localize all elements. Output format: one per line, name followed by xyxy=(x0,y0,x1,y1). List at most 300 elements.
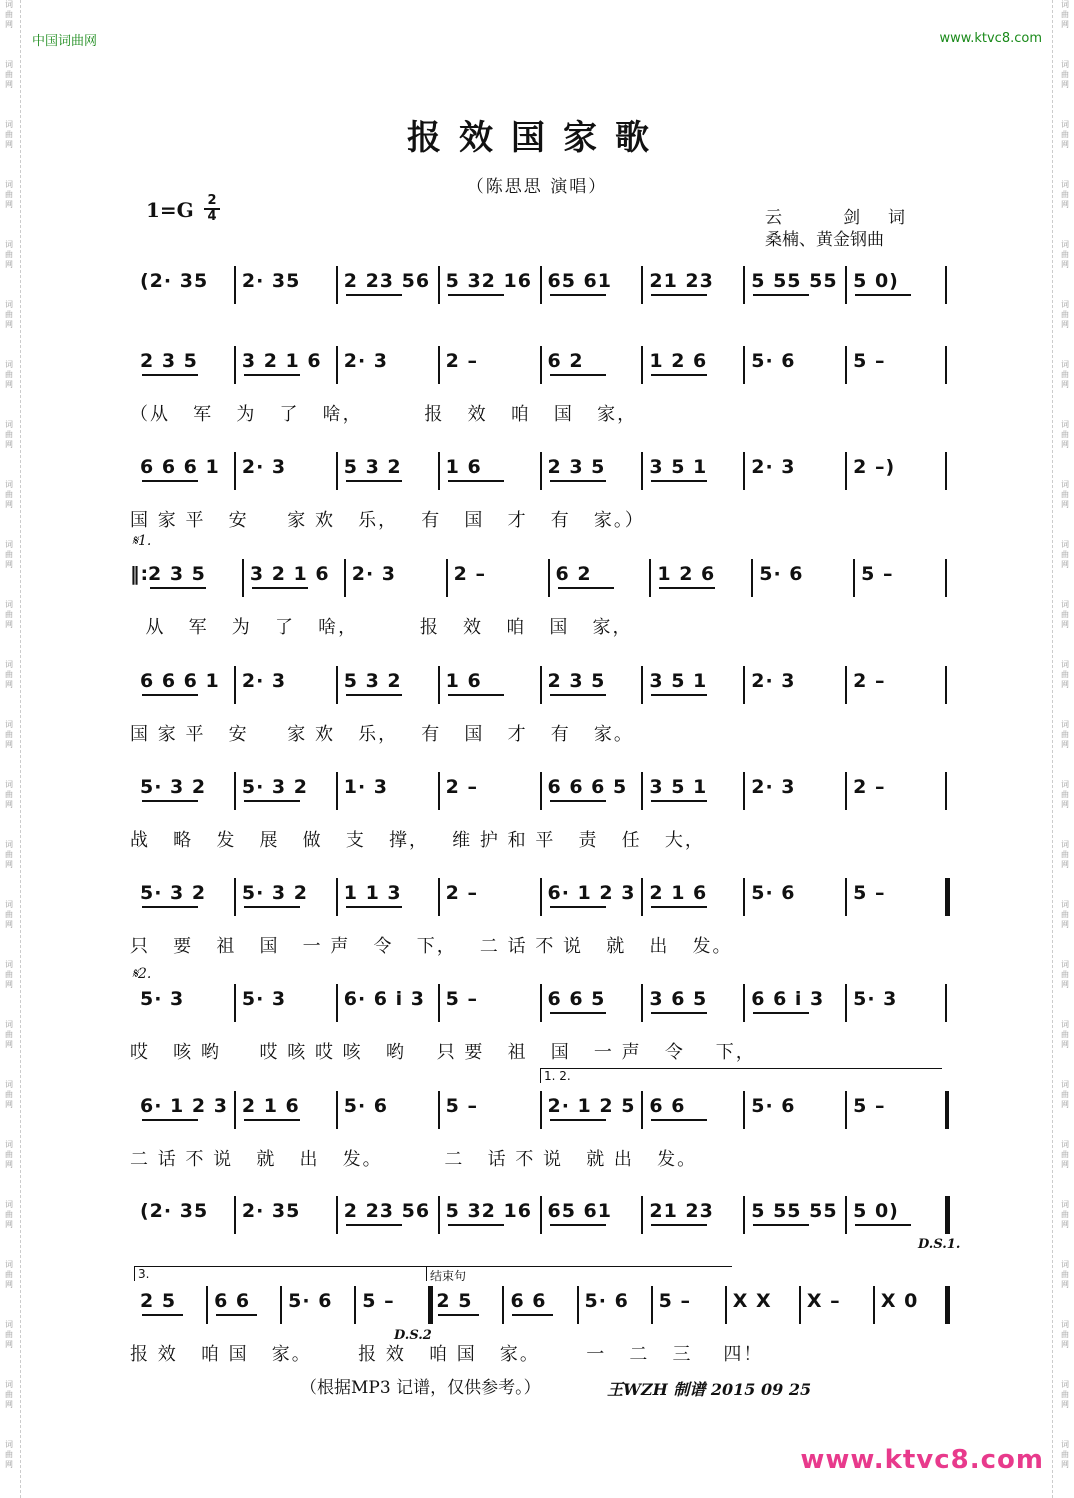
bar-line xyxy=(336,452,338,490)
measure-notes: 2 3 5 xyxy=(547,670,606,692)
side-watermark-text: 词 曲 网 xyxy=(5,1320,13,1349)
bar-line xyxy=(234,346,236,384)
bar-line xyxy=(234,266,236,304)
side-watermark-text: 词 曲 网 xyxy=(1061,240,1069,269)
side-watermark-text: 词 曲 网 xyxy=(5,180,13,209)
lyrics-line: 从 军 为 了 啥， 报 效 咱 国 家， xyxy=(130,617,633,638)
side-watermark-text: 词 曲 网 xyxy=(1061,780,1069,809)
bar-line xyxy=(873,1286,875,1324)
beam-line xyxy=(142,374,198,376)
beam-line xyxy=(150,587,206,589)
measure-notes: 1 6 xyxy=(445,670,482,692)
bar-line xyxy=(799,1286,801,1324)
measure-notes: 3 2 1 6 xyxy=(241,350,322,372)
measure-notes: 2 – xyxy=(445,882,478,904)
bar-line xyxy=(743,772,745,810)
beam-line xyxy=(142,480,198,482)
bar-line xyxy=(540,772,542,810)
measure-notes: 21 23 xyxy=(649,270,714,292)
side-watermark-text: 词 曲 网 xyxy=(1061,660,1069,689)
beam-line xyxy=(651,1119,707,1121)
beam-line xyxy=(855,294,911,296)
measure-notes: (2· 35 xyxy=(140,1200,209,1222)
side-watermark-text: 词 曲 网 xyxy=(5,660,13,689)
bar-line xyxy=(344,559,346,597)
bar-line xyxy=(641,346,643,384)
measure-notes: 6 2 xyxy=(547,350,584,372)
beam-line xyxy=(651,1224,707,1226)
beam-line xyxy=(244,906,300,908)
measure-notes: 6· 6 i 3 xyxy=(343,988,425,1010)
side-watermark-text: 词 曲 网 xyxy=(1061,540,1069,569)
beam-line xyxy=(651,1012,707,1014)
lyrics-line: 只 要 祖 国 一 声 令 下， 二 话 不 说 就 出 发。 xyxy=(130,936,733,957)
measure-notes: 5· 3 2 xyxy=(241,882,308,904)
bar-line xyxy=(234,878,236,916)
bar-line xyxy=(945,772,947,810)
bar-line xyxy=(234,452,236,490)
bar-line xyxy=(743,346,745,384)
beam-line xyxy=(448,1224,504,1226)
measure-notes: 5 0) xyxy=(853,1200,899,1222)
bar-line xyxy=(649,559,651,597)
beam-line xyxy=(550,1119,606,1121)
measure-notes: 6· 1 2 3 xyxy=(140,1095,228,1117)
beam-line xyxy=(550,480,606,482)
measure-notes: 5· 3 xyxy=(241,988,287,1010)
beam-line xyxy=(244,374,300,376)
measure-notes: 5 – xyxy=(861,563,894,585)
beam-line xyxy=(651,374,707,376)
bar-line xyxy=(502,1286,504,1324)
bar-line xyxy=(743,666,745,704)
beam-line xyxy=(346,1224,402,1226)
bar-line xyxy=(845,346,847,384)
side-watermark-text: 词 曲 网 xyxy=(5,1140,13,1169)
bar-line xyxy=(641,878,643,916)
measure-notes: 2 – xyxy=(853,776,886,798)
beam-line xyxy=(550,1012,606,1014)
beam-line xyxy=(651,294,707,296)
bar-line xyxy=(845,772,847,810)
measure-notes: 5· 6 xyxy=(751,882,796,904)
beam-line xyxy=(142,1314,183,1316)
staff-row xyxy=(130,1282,950,1334)
beam-line xyxy=(855,1224,911,1226)
bar-line xyxy=(540,266,542,304)
side-watermark-text: 词 曲 网 xyxy=(5,300,13,329)
measure-notes: 6 2 xyxy=(555,563,592,585)
measure-notes: 2 – xyxy=(853,670,886,692)
measure-notes: 1· 3 xyxy=(343,776,389,798)
beam-line xyxy=(753,294,809,296)
bar-line xyxy=(428,1286,433,1324)
side-watermark-text: 词 曲 网 xyxy=(5,600,13,629)
lyrics-line: 国 家 平 安 家 欢 乐， 有 国 才 有 家。 xyxy=(130,724,634,745)
bar-line xyxy=(743,984,745,1022)
bar-line xyxy=(540,666,542,704)
beam-line xyxy=(753,1224,809,1226)
bar-line xyxy=(945,266,947,304)
measure-notes: 5 – xyxy=(853,1095,886,1117)
lyrics-line: 国 家 平 安 家 欢 乐， 有 国 才 有 家。） xyxy=(130,510,645,531)
measure-notes: 5· 3 2 xyxy=(140,776,207,798)
bar-line xyxy=(743,878,745,916)
measure-notes: 3 5 1 xyxy=(649,776,708,798)
side-watermark-text: 词 曲 网 xyxy=(5,60,13,89)
bar-line xyxy=(945,1091,949,1129)
bar-line xyxy=(446,559,448,597)
measure-notes: 21 23 xyxy=(649,1200,714,1222)
measure-notes: 2· 3 xyxy=(241,456,287,478)
side-watermark-text: 词 曲 网 xyxy=(5,240,13,269)
bar-line xyxy=(945,984,947,1022)
measure-notes: 2 1 6 xyxy=(241,1095,300,1117)
beam-line xyxy=(346,294,402,296)
beam-line xyxy=(558,587,614,589)
measure-notes: 2· 3 xyxy=(751,670,796,692)
performer: （陈思思 演唱） xyxy=(466,177,608,197)
right-border-line xyxy=(1052,0,1053,1498)
beam-line xyxy=(550,694,606,696)
side-watermark-text: 词 曲 网 xyxy=(1061,900,1069,929)
measure-notes: 2 – xyxy=(445,350,478,372)
measure-notes: 6 6 6 5 xyxy=(547,776,628,798)
measure-notes: 2· 3 xyxy=(351,563,397,585)
measure-notes: 6· 1 2 3 xyxy=(547,882,636,904)
measure-notes: 5· 6 xyxy=(759,563,804,585)
measure-notes: 2· 3 xyxy=(751,456,796,478)
measure-notes: 2 5 xyxy=(436,1290,473,1312)
staff-row xyxy=(130,1192,950,1244)
bar-line xyxy=(945,878,950,916)
side-watermark-text: 词 曲 网 xyxy=(5,900,13,929)
measure-notes: 6 6 xyxy=(214,1290,251,1312)
measure-notes: 2· 35 xyxy=(241,1200,301,1222)
measure-notes: 5 – xyxy=(658,1290,691,1312)
bar-line xyxy=(438,1196,440,1234)
bar-line xyxy=(641,266,643,304)
side-watermark-text: 词 曲 网 xyxy=(1061,300,1069,329)
bar-line xyxy=(540,346,542,384)
measure-notes: 5 55 55 xyxy=(751,270,838,292)
measure-notes: 6 6 xyxy=(510,1290,547,1312)
footer-note: （根据MP3 记谱，仅供参考。） xyxy=(300,1378,541,1398)
bar-line xyxy=(336,666,338,704)
side-watermark-text: 词 曲 网 xyxy=(1061,1140,1069,1169)
lyrics-line: 报 效 咱 国 家。 报 效 咱 国 家。 一 二 三 四！ xyxy=(130,1344,764,1365)
measure-notes: 65 61 xyxy=(547,270,612,292)
bar-line xyxy=(540,878,542,916)
bar-line xyxy=(845,1091,847,1129)
side-watermark-text: 词 曲 网 xyxy=(1061,0,1069,29)
side-watermark-text: 词 曲 网 xyxy=(5,540,13,569)
side-watermark-text: 词 曲 网 xyxy=(5,720,13,749)
beam-line xyxy=(550,374,606,376)
measure-notes: 5· 3 xyxy=(140,988,185,1010)
measure-notes: 2· 3 xyxy=(343,350,389,372)
bar-line xyxy=(945,559,947,597)
beam-line xyxy=(512,1314,553,1316)
beam-line xyxy=(550,800,606,802)
lyrics-line: 哎 咳 哟 哎 咳 哎 咳 哟 只 要 祖 国 一 声 令 下， xyxy=(130,1042,756,1063)
staff-row xyxy=(130,555,950,607)
bar-line xyxy=(641,1091,643,1129)
measure-notes: 5 0) xyxy=(853,270,899,292)
measure-notes: X – xyxy=(806,1290,841,1312)
side-watermark-text: 词 曲 网 xyxy=(1061,1380,1069,1409)
measure-notes: 5 55 55 xyxy=(751,1200,838,1222)
bar-line xyxy=(234,984,236,1022)
lyrics-line: 二 话 不 说 就 出 发。 二 话 不 说 就 出 发。 xyxy=(130,1149,698,1170)
bar-line xyxy=(548,559,550,597)
beam-line xyxy=(651,480,707,482)
measure-notes: 2 3 5 xyxy=(140,350,198,372)
measure-notes: 3 5 1 xyxy=(649,670,708,692)
measure-notes: 6 6 xyxy=(649,1095,686,1117)
side-watermark-text: 词 曲 网 xyxy=(1061,600,1069,629)
site-name-link[interactable]: 中国词曲网 xyxy=(32,34,98,49)
measure-notes: 2 23 56 xyxy=(343,1200,431,1222)
bar-line xyxy=(853,559,855,597)
bar-line xyxy=(751,559,753,597)
measure-notes: (2· 35 xyxy=(140,270,209,292)
measure-notes: 5 3 2 xyxy=(343,456,402,478)
bar-line xyxy=(641,772,643,810)
bar-line xyxy=(540,452,542,490)
bar-line xyxy=(641,666,643,704)
staff-row xyxy=(130,1087,950,1139)
side-watermark-text: 词 曲 网 xyxy=(1061,1200,1069,1229)
ds2-mark: D.S.2 xyxy=(394,1328,432,1343)
staff-row xyxy=(130,768,950,820)
bar-line xyxy=(945,1196,950,1234)
bar-line xyxy=(945,346,947,384)
bar-line xyxy=(743,1196,745,1234)
measure-notes: 2 – xyxy=(453,563,486,585)
bar-line xyxy=(336,1091,338,1129)
side-watermark-text: 词 曲 网 xyxy=(1061,420,1069,449)
beam-line xyxy=(448,480,504,482)
side-watermark-text: 词 曲 网 xyxy=(1061,840,1069,869)
side-watermark-text: 词 曲 网 xyxy=(5,960,13,989)
bar-line xyxy=(336,772,338,810)
bar-line xyxy=(438,772,440,810)
signature: 王WZH 制谱 2015 09 25 xyxy=(607,1380,812,1399)
measure-notes: 65 61 xyxy=(547,1200,612,1222)
measure-notes: 5· 6 xyxy=(751,1095,796,1117)
bar-line xyxy=(336,984,338,1022)
bar-line xyxy=(725,1286,727,1324)
beam-line xyxy=(346,480,402,482)
key-signature: 1=G xyxy=(146,198,194,222)
staff-row xyxy=(130,342,950,394)
song-title: 报效国家歌 xyxy=(407,118,667,158)
beam-line xyxy=(438,1314,479,1316)
bar-line xyxy=(336,266,338,304)
bar-line xyxy=(845,1196,847,1234)
measure-notes: 6 6 6 1 xyxy=(140,670,220,692)
bar-line xyxy=(743,452,745,490)
measure-notes: 5· 6 xyxy=(584,1290,629,1312)
measure-notes: 2 3 5 xyxy=(148,563,206,585)
side-watermark-text: 词 曲 网 xyxy=(5,780,13,809)
volta-3: 3. xyxy=(134,1266,426,1281)
beam-line xyxy=(448,694,504,696)
measure-notes: 5 32 16 xyxy=(445,1200,532,1222)
staff-row xyxy=(130,874,950,926)
bar-line xyxy=(540,1196,542,1234)
side-watermark-text: 词 曲 网 xyxy=(5,1440,13,1469)
side-watermark-left xyxy=(2,0,16,1498)
measure-notes: 3 2 1 6 xyxy=(249,563,330,585)
measure-notes: 1 2 6 xyxy=(649,350,708,372)
bar-line xyxy=(234,666,236,704)
side-watermark-right xyxy=(1058,0,1072,1498)
watermark-logo: www.ktvc8.com xyxy=(800,1445,1044,1475)
bar-line xyxy=(438,266,440,304)
measure-notes: X X xyxy=(732,1290,772,1312)
measure-notes: 2 3 5 xyxy=(547,456,606,478)
measure-notes: 6 6 6 1 xyxy=(140,456,220,478)
beam-line xyxy=(550,906,606,908)
beam-line xyxy=(142,906,198,908)
beam-line xyxy=(346,906,402,908)
measure-notes: 1 6 xyxy=(445,456,482,478)
measure-notes: 3 5 1 xyxy=(649,456,708,478)
bar-line xyxy=(577,1286,579,1324)
bar-line xyxy=(234,1196,236,1234)
ending-label: 结束句 xyxy=(426,1266,732,1281)
beam-line xyxy=(142,800,198,802)
measure-notes: 5· 6 xyxy=(343,1095,389,1117)
measure-notes: 5 – xyxy=(853,350,886,372)
bar-line xyxy=(438,452,440,490)
bar-line xyxy=(845,878,847,916)
bar-line xyxy=(234,1091,236,1129)
bar-line xyxy=(280,1286,282,1324)
bar-line xyxy=(438,878,440,916)
staff-row xyxy=(130,262,950,314)
bar-line xyxy=(234,772,236,810)
beam-line xyxy=(651,694,707,696)
beam-line xyxy=(651,906,707,908)
beam-line xyxy=(659,587,715,589)
side-watermark-text: 词 曲 网 xyxy=(1061,1020,1069,1049)
side-watermark-text: 词 曲 网 xyxy=(1061,1080,1069,1109)
lyricist: 云 剑词 xyxy=(765,208,905,228)
measure-notes: 2· 35 xyxy=(241,270,301,292)
bar-line xyxy=(845,452,847,490)
side-watermark-text: 词 曲 网 xyxy=(5,0,13,29)
measure-notes: 2 – xyxy=(445,776,478,798)
side-watermark-text: 词 曲 网 xyxy=(1061,180,1069,209)
measure-notes: 5· 3 2 xyxy=(140,882,207,904)
bar-line xyxy=(845,666,847,704)
measure-notes: 5· 6 xyxy=(751,350,796,372)
beam-line xyxy=(244,1119,300,1121)
side-watermark-text: 词 曲 网 xyxy=(1061,120,1069,149)
side-watermark-text: 词 曲 网 xyxy=(5,120,13,149)
beam-line xyxy=(550,1224,606,1226)
side-watermark-text: 词 曲 网 xyxy=(1061,480,1069,509)
bar-line xyxy=(641,984,643,1022)
measure-notes: 5 – xyxy=(445,1095,478,1117)
bar-line xyxy=(540,984,542,1022)
side-watermark-text: 词 曲 网 xyxy=(5,480,13,509)
bar-line xyxy=(641,1196,643,1234)
measure-notes: 1 1 3 xyxy=(343,882,402,904)
time-bottom: 4 xyxy=(204,208,220,224)
segno-2: 𝄋2. xyxy=(132,966,152,982)
repeat-start: ‖: xyxy=(130,563,150,585)
side-watermark-text: 词 曲 网 xyxy=(1061,1320,1069,1349)
side-watermark-text: 词 曲 网 xyxy=(1061,720,1069,749)
beam-line xyxy=(651,800,707,802)
measure-notes: 2 23 56 xyxy=(343,270,431,292)
beam-line xyxy=(244,800,300,802)
bar-line xyxy=(438,346,440,384)
bar-line xyxy=(845,984,847,1022)
measure-notes: 1 2 6 xyxy=(657,563,716,585)
left-border-line xyxy=(20,0,21,1498)
bar-line xyxy=(743,266,745,304)
volta-1-2: 1. 2. xyxy=(540,1068,942,1083)
bar-line xyxy=(651,1286,653,1324)
beam-line xyxy=(346,694,402,696)
staff-row xyxy=(130,662,950,714)
beam-line xyxy=(448,294,504,296)
lyrics-line: （从 军 为 了 啥， 报 效 咱 国 家， xyxy=(130,404,638,425)
staff-row xyxy=(130,980,950,1032)
measure-notes: 2· 1 2 5 xyxy=(547,1095,636,1117)
side-watermark-text: 词 曲 网 xyxy=(5,840,13,869)
bar-line xyxy=(242,559,244,597)
ds1-mark: D.S.1. xyxy=(918,1237,961,1252)
bar-line xyxy=(336,878,338,916)
bar-line xyxy=(845,266,847,304)
side-watermark-text: 词 曲 网 xyxy=(1061,1260,1069,1289)
beam-line xyxy=(142,694,198,696)
side-watermark-text: 词 曲 网 xyxy=(5,420,13,449)
side-watermark-text: 词 曲 网 xyxy=(1061,960,1069,989)
measure-notes: 5· 6 xyxy=(288,1290,333,1312)
measure-notes: 2 1 6 xyxy=(649,882,708,904)
beam-line xyxy=(753,1012,809,1014)
bar-line xyxy=(336,346,338,384)
composer: 桑楠、黄金钢曲 xyxy=(765,230,884,250)
bar-line xyxy=(945,452,947,490)
measure-notes: X 0 xyxy=(880,1290,919,1312)
measure-notes: 5 3 2 xyxy=(343,670,402,692)
site-url-link[interactable]: www.ktvc8.com xyxy=(939,31,1042,46)
side-watermark-text: 词 曲 网 xyxy=(5,1080,13,1109)
bar-line xyxy=(438,1091,440,1129)
measure-notes: 5 32 16 xyxy=(445,270,532,292)
measure-notes: 2· 3 xyxy=(751,776,796,798)
beam-line xyxy=(216,1314,257,1316)
measure-notes: 5 – xyxy=(853,882,886,904)
bar-line xyxy=(354,1286,356,1324)
measure-notes: 3 6 5 xyxy=(649,988,708,1010)
bar-line xyxy=(438,666,440,704)
side-watermark-text: 词 曲 网 xyxy=(5,1200,13,1229)
measure-notes: 6 6 i 3 xyxy=(751,988,825,1010)
measure-notes: 6 6 5 xyxy=(547,988,606,1010)
staff-row xyxy=(130,448,950,500)
side-watermark-text: 词 曲 网 xyxy=(5,1020,13,1049)
side-watermark-text: 词 曲 网 xyxy=(5,1260,13,1289)
